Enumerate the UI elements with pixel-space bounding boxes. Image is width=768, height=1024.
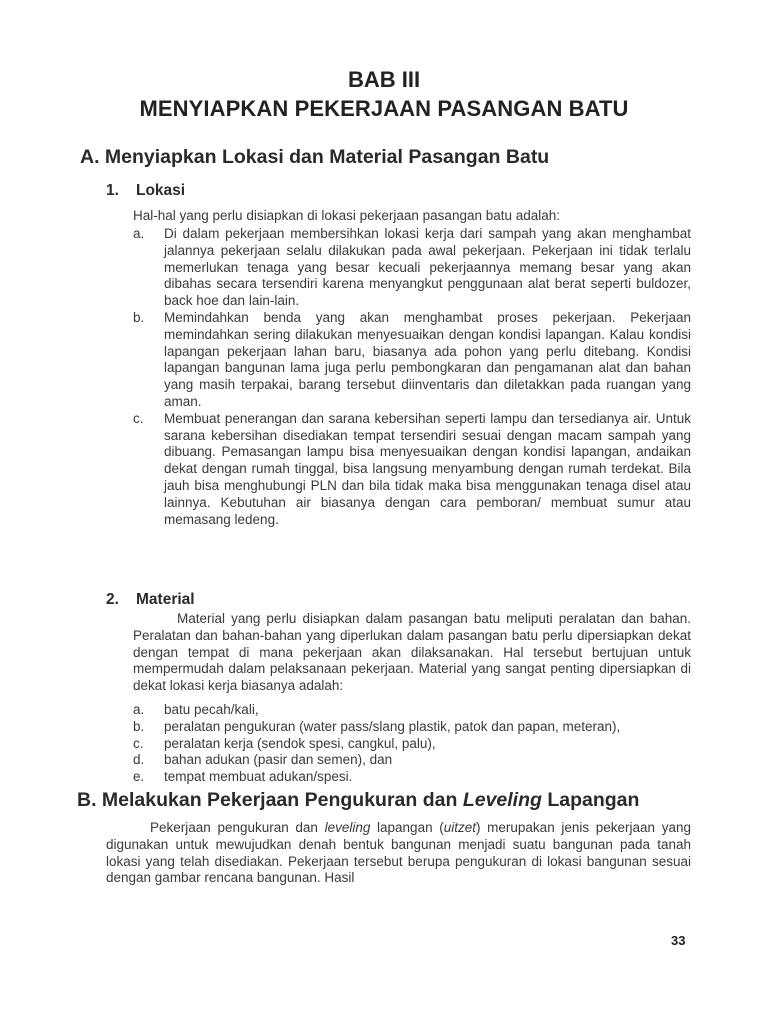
list-item	[133, 702, 691, 719]
section-b-text-uitzet: uitzet	[443, 820, 477, 835]
list-item	[133, 769, 691, 786]
section-b-text-leveling: leveling	[324, 820, 371, 835]
subsection-2-title: Material	[136, 591, 195, 608]
list-item	[133, 752, 691, 769]
section-b-paragraph	[106, 820, 691, 887]
section-b-heading	[77, 789, 639, 812]
list-marker: a.	[133, 226, 145, 241]
list-text: Membuat penerangan dan sarana kebersihan seperti lampu dan tersedianya air. Untuk sarana kebersihan disediakan tempat tersendiri sesuai dengan macam sampah yang dibuang. Pemasangan lampu bisa menyesuaikan dengan kondisi lapangan, andaikan dekat dengan rumah tinggal, bisa langsung menyambung dengan rumah terdekat. Bila jauh bisa menghubungi PLN dan bila tidak maka bisa menggunakan tenaga disel atau lainnya. Kebutuhan air biasanya dengan cara pemboran/ membuat sumur atau memasang ledeng.	[164, 410, 691, 527]
section-b-text-3: ) merupakan jenis pekerjaan yang digunakan untuk mewujudkan denah bentuk bangunan menjadi suatu bangunan pada tanah lokasi yang telah disediakan. Pekerjaan tersebut berupa pengukuran di lokasi bangunan sesuai dengan gambar rencana bangunan. Hasil	[106, 820, 691, 886]
chapter-number: BAB III	[347, 67, 421, 92]
section-b-heading-prefix: B. Melakukan Pekerjaan Pengukuran dan	[77, 789, 463, 811]
subsection-2-intro: Material yang perlu disiapkan dalam pasangan batu meliputi peralatan dan bahan. Peralatan dan bahan-bahan yang diperlukan dalam pasangan batu perlu dipersiapkan dekat dengan tempat di mana pekerjaan akan dilaksanakan. Hal tersebut bertujuan untuk mempermudah dalam pelaksanaan pekerjaan. Material yang sangat penting dipersiapkan di dekat lokasi kerja biasanya adalah:	[133, 611, 691, 694]
subsection-1-title: Lokasi	[136, 182, 186, 199]
location-list	[133, 226, 691, 528]
list-text: Memindahkan benda yang akan menghambat proses pekerjaan. Pekerjaan memindahkan sering dilakukan menyesuaikan dengan kondisi lapangan. Kalau kondisi lapangan pekerjaan lahan baru, biasanya ada pohon yang perlu ditebang. Kondisi lapangan bangunan lama juga perlu pembongkaran dan pengamanan alat dan bahan yang masih terpakai, barang tersebut diinventaris dan diletakkan pada ruangan yang aman.	[164, 309, 691, 409]
section-b-heading-suffix: Lapangan	[541, 789, 640, 811]
list-marker: b.	[133, 718, 145, 734]
section-b-heading-italic: Leveling	[462, 789, 542, 811]
list-text: bahan adukan (pasir dan semen), dan	[164, 752, 393, 768]
subsection-1-heading	[106, 182, 185, 200]
subsection-2-heading	[106, 591, 195, 609]
list-marker: b.	[133, 309, 145, 325]
subsection-2-number: 2.	[106, 591, 119, 608]
section-b-text-1: Pekerjaan pengukuran dan	[150, 820, 325, 835]
page-number: 33	[671, 933, 686, 948]
section-b-text-2: lapangan (	[370, 820, 444, 835]
chapter-title: MENYIAPKAN PEKERJAAN PASANGAN BATU	[139, 96, 629, 121]
subsection-1-number: 1.	[106, 182, 119, 199]
chapter-heading	[60, 66, 708, 124]
list-item	[133, 719, 691, 736]
list-text: peralatan kerja (sendok spesi, cangkul, palu),	[164, 735, 436, 751]
section-a-heading: A. Menyiapkan Lokasi dan Material Pasangan Batu	[80, 146, 550, 168]
list-marker: c.	[133, 735, 144, 751]
list-text: tempat membuat adukan/spesi.	[164, 769, 353, 785]
list-item	[133, 411, 691, 529]
material-list	[133, 702, 691, 786]
list-text: Di dalam pekerjaan membersihkan lokasi kerja dari sampah yang akan menghambat jalannya pekerjaan selalu dilakukan pada awal pekerjaan. Pekerjaan ini tidak terlalu memerlukan tenaga yang besar kecuali pekerjaannya memang besar yang akan dibahas secara tersendiri karena menyangkut penggunaan alat berat seperti buldozer, back hoe dan lain-lain.	[164, 226, 691, 309]
list-item	[133, 736, 691, 753]
list-marker: a.	[133, 702, 145, 717]
list-item	[133, 226, 691, 310]
list-item	[133, 310, 691, 411]
subsection-1-intro: Hal-hal yang perlu disiapkan di lokasi pekerjaan pasangan batu adalah:	[133, 208, 561, 223]
list-marker: c.	[133, 410, 144, 426]
list-marker: d.	[133, 752, 145, 768]
list-text: peralatan pengukuran (water pass/slang plastik, patok dan papan, meteran),	[164, 718, 621, 734]
list-text: batu pecah/kali,	[164, 702, 259, 717]
list-marker: e.	[133, 769, 145, 785]
